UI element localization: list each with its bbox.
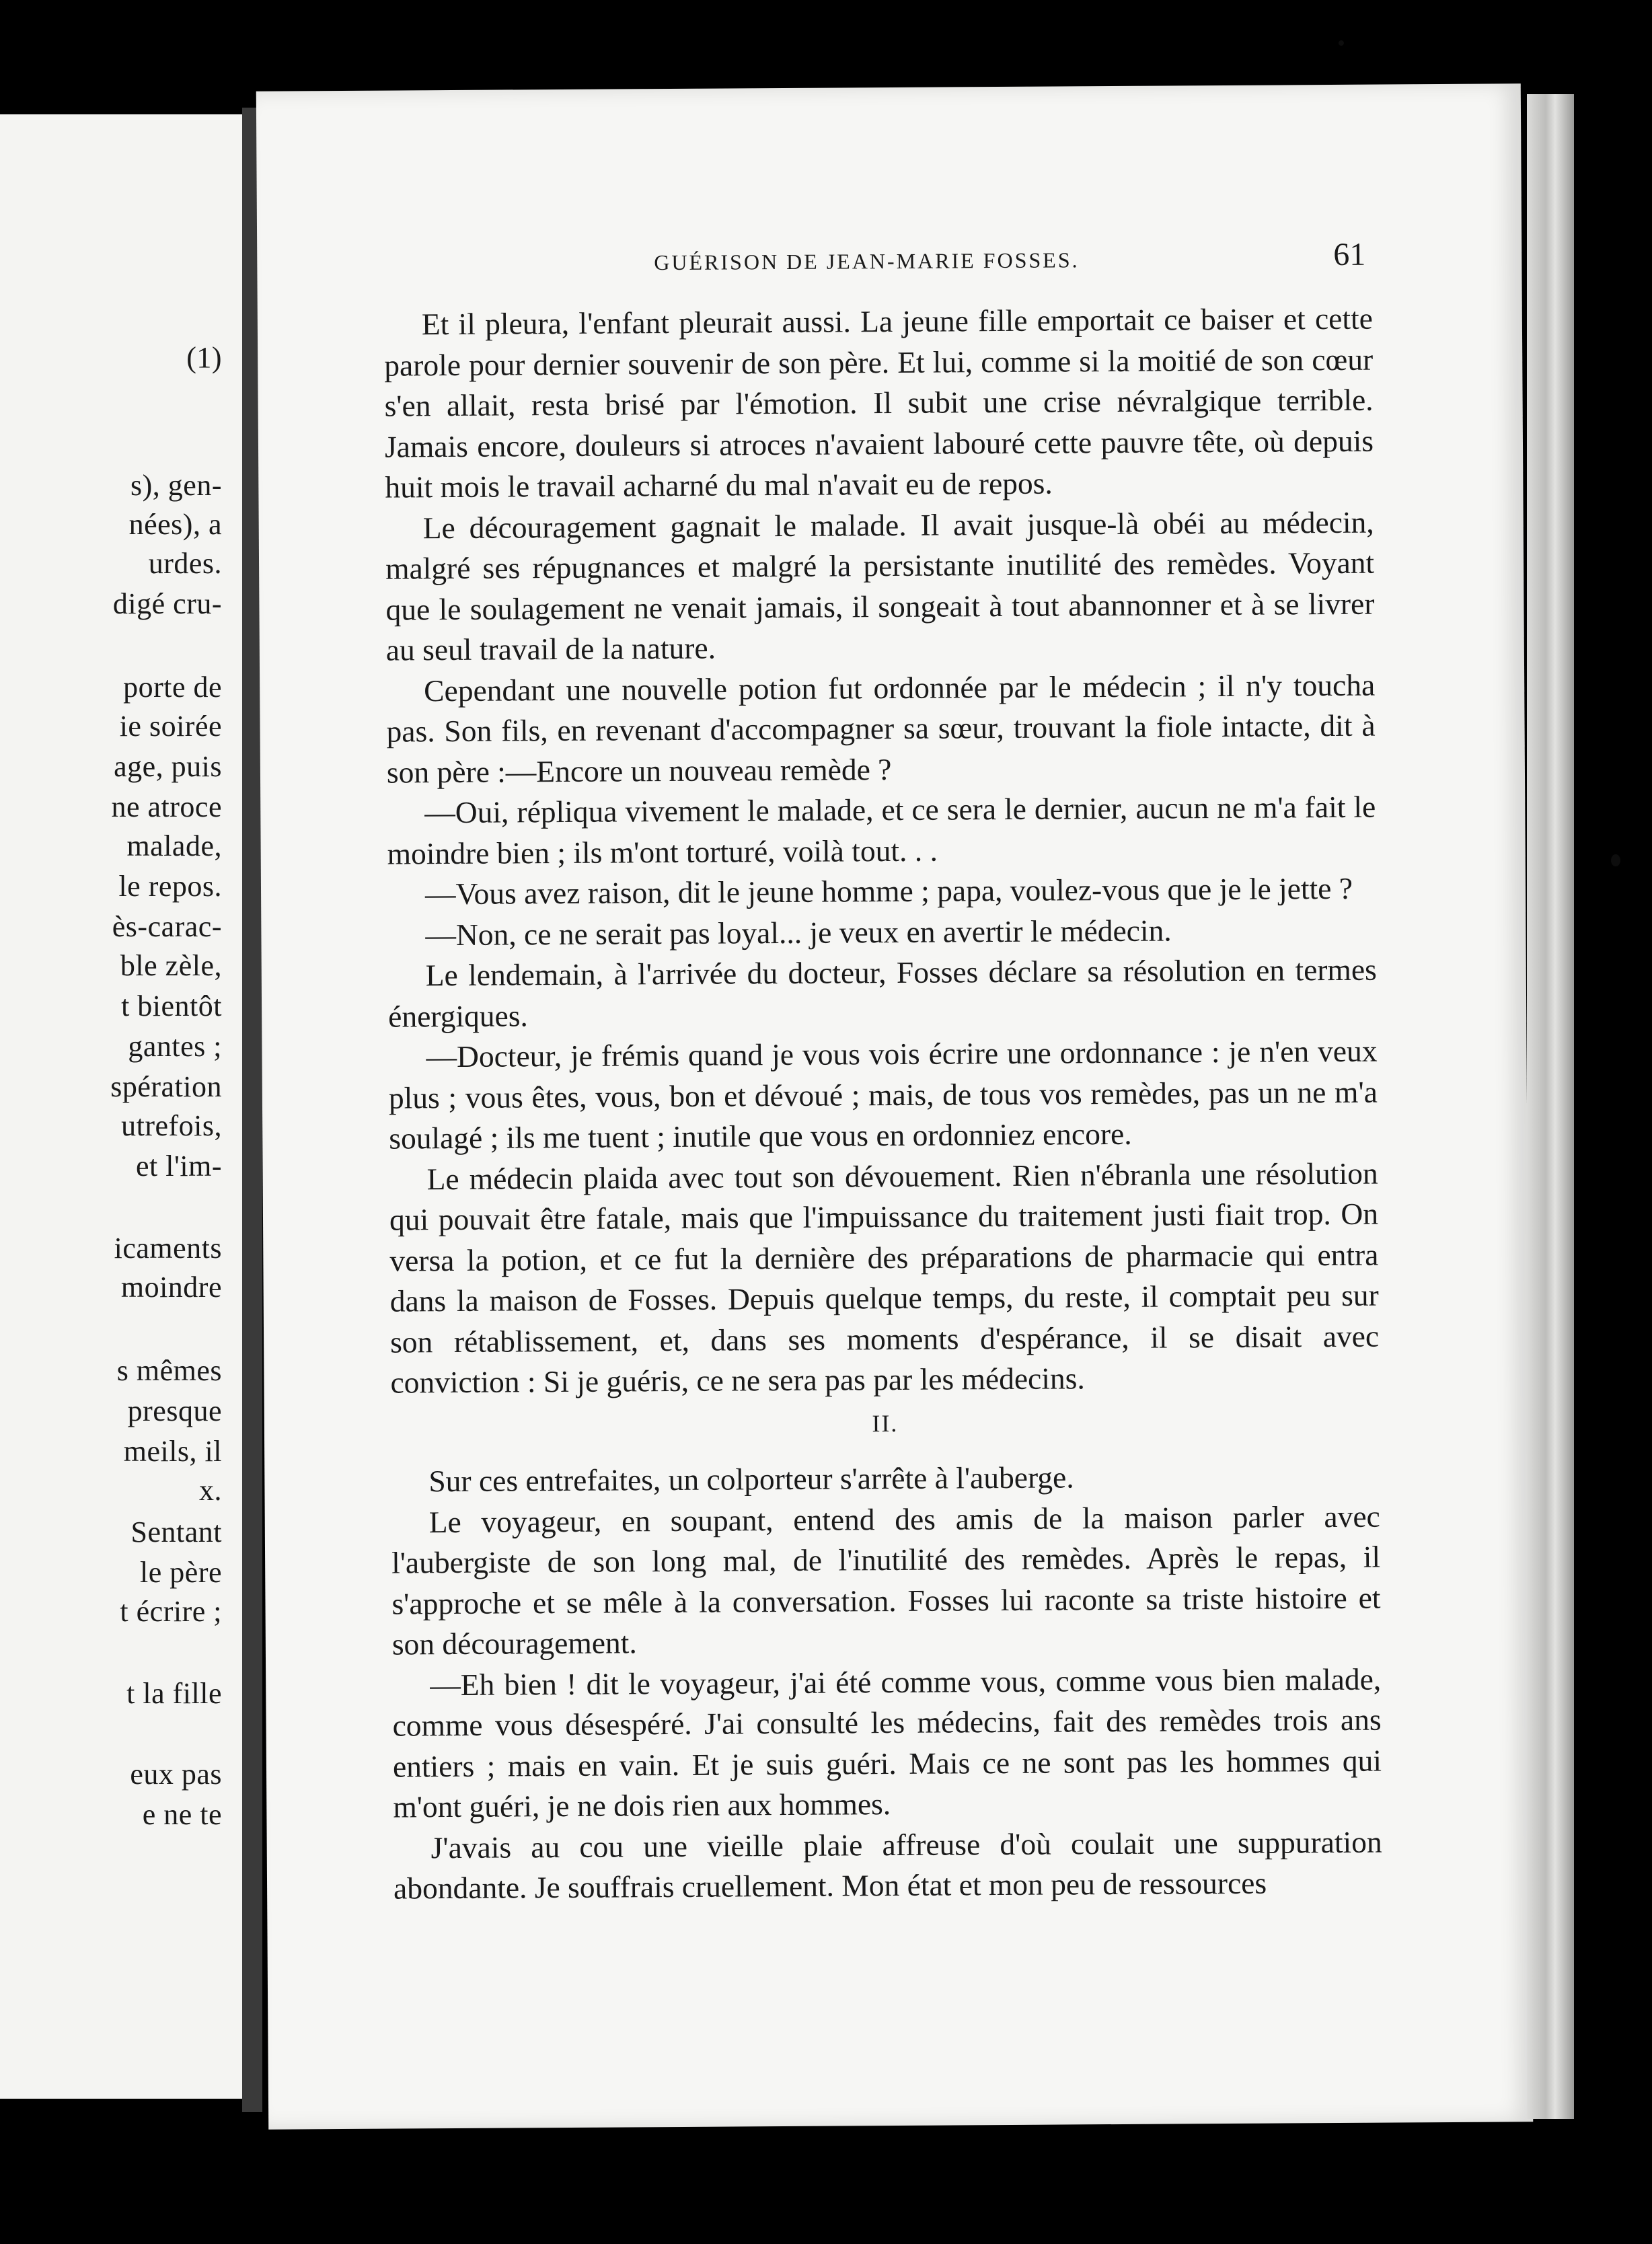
- left-page-line-fragment: moindre: [120, 1271, 222, 1304]
- left-page: [0, 114, 242, 2099]
- page-edge: [1527, 94, 1574, 2119]
- left-page-line-fragment: age, puis: [114, 750, 222, 783]
- left-page-line-fragment: (1): [186, 341, 222, 374]
- left-page-line-fragment: t écrire ;: [120, 1595, 222, 1628]
- left-page-line-fragment: eux pas: [130, 1758, 222, 1791]
- scan-speck: [1339, 40, 1344, 46]
- running-head: GUÉRISON DE JEAN-MARIE FOSSES.: [654, 248, 1080, 275]
- paragraph: Cependant une nouvelle potion fut ordonnée par le médecin ; il n'y toucha pas. Son fils, en revenant d'accompagner sa sœur, trouvant la fiole intacte, dit à son père :—Encore un nouveau remède ?: [386, 667, 1376, 790]
- left-page-line-fragment: et l'im-: [135, 1150, 222, 1183]
- paragraph: Le médecin plaida avec tout son dévouement. Rien n'ébranla une résolution qui pouvait être fatale, mais que l'impuissance du traitement justi fiait trop. On versa la potion, et ce fut la dernière des préparations de pharmacie qui entra dans la maison de Fosses. Depuis quelque temps, du reste, il comptait peu sur son rétablissement, et, dans ses moments d'espérance, il se disait avec conviction : Si je guéris, ce ne sera pas par les médecins.: [389, 1156, 1380, 1400]
- left-page-line-fragment: e ne te: [142, 1798, 222, 1831]
- paragraph: J'avais au cou une vieille plaie affreuse d'où coulait une suppuration abondante. Je souffrais cruellement. Mon état et mon peu de ressources: [393, 1824, 1382, 1906]
- scan-speck: [1611, 854, 1620, 866]
- left-page-line-fragment: s), gen-: [130, 469, 222, 502]
- left-page-line-fragment: ne atroce: [111, 790, 222, 823]
- left-page-line-fragment: Sentant: [130, 1516, 222, 1548]
- paragraph: Le découragement gagnait le malade. Il avait jusque-là obéi au médecin, malgré ses répugnances et malgré la persistante inutilité des remèdes. Voyant que le soulagement ne venait jamais, il songeait à tout abannonner et à se livrer au seul travail de la nature.: [385, 504, 1375, 667]
- left-page-line-fragment: nées), a: [128, 508, 222, 541]
- left-page-line-fragment: utrefois,: [121, 1109, 222, 1142]
- left-page-line-fragment: x.: [199, 1474, 222, 1507]
- left-page-line-fragment: porte de: [123, 671, 222, 704]
- left-page-line-fragment: urdes.: [148, 547, 222, 580]
- left-page-line-fragment: digé cru-: [112, 587, 222, 620]
- left-page-line-fragment: t la fille: [126, 1677, 222, 1710]
- left-page-line-fragment: meils, il: [123, 1435, 222, 1468]
- right-page: [256, 83, 1533, 2129]
- paragraph: Sur ces entrefaites, un colporteur s'arrête à l'auberge.: [428, 1460, 1074, 1499]
- paragraph: —Docteur, je frémis quand je vous vois écrire une ordonnance : je n'en veux plus ; vous êtes, vous, bon et dévoué ; mais, de tous vos remèdes, pas un ne m'a soulagé ; ils me tuent ; inutile que vous en ordonniez encore.: [388, 1033, 1378, 1156]
- body-text: [384, 299, 1383, 1909]
- paragraphs-after-section: [391, 1456, 1382, 1909]
- paragraph: Et il pleura, l'enfant pleurait aussi. La jeune fille emportait ce baiser et cette parole pour dernier souvenir de son père. Et lui, comme si la moitié de son cœur s'en allait, resta brisé par l'émotion. Il subit une crise névralgique terrible. Jamais encore, douleurs si atroces n'avaient labouré cette pauvre tête, où depuis huit mois le travail acharné du mal n'avait eu de repos.: [384, 301, 1374, 504]
- left-page-line-fragment: malade,: [126, 829, 222, 862]
- paragraph: Le lendemain, à l'arrivée du docteur, Fosses déclare sa résolution en termes énergiques.: [388, 952, 1377, 1034]
- left-page-line-fragment: spération: [110, 1070, 222, 1103]
- left-page-line-fragment: le repos.: [118, 870, 222, 903]
- left-page-line-fragment: s mêmes: [116, 1354, 222, 1387]
- left-page-line-fragment: t bientôt: [121, 989, 222, 1022]
- left-page-line-fragment: ie soirée: [119, 710, 222, 743]
- page-number: 61: [1333, 236, 1366, 272]
- paragraph: Le voyageur, en soupant, entend des amis de la maison parler avec l'aubergiste de son long mal, de l'inutilité des remèdes. Après le repas, il s'approche et se mêle à la conversation. Fosses lui raconte sa triste histoire et son découragement.: [391, 1499, 1381, 1661]
- section-heading: II.: [872, 1409, 899, 1437]
- left-page-line-fragment: ès-carac-: [112, 910, 222, 943]
- paragraph: —Eh bien ! dit le voyageur, j'ai été comme vous, comme vous bien malade, comme vous désespéré. J'ai consulté les médecins, fait des remèdes trois ans entiers ; mais en vain. Et je suis guéri. Mais ce ne sont pas les hommes qui m'ont guéri, je ne dois rien aux hommes.: [392, 1661, 1382, 1824]
- paragraph: —Oui, répliqua vivement le malade, et ce sera le dernier, aucun ne m'a fait le moindre bien ; ils m'ont torturé, voilà tout. . .: [387, 789, 1376, 871]
- left-page-line-fragment: icaments: [114, 1232, 222, 1265]
- paragraph: —Vous avez raison, dit le jeune homme ; papa, voulez-vous que je le jette ?: [424, 870, 1353, 911]
- left-page-line-fragment: gantes ;: [128, 1030, 222, 1063]
- paragraph: —Non, ce ne serait pas loyal... je veux en avertir le médecin.: [425, 912, 1172, 952]
- left-page-line-fragment: presque: [127, 1394, 222, 1427]
- left-page-line-fragment: le père: [140, 1556, 222, 1589]
- paragraphs-before-section: [384, 299, 1380, 1403]
- left-page-line-fragment: ble zèle,: [120, 949, 222, 982]
